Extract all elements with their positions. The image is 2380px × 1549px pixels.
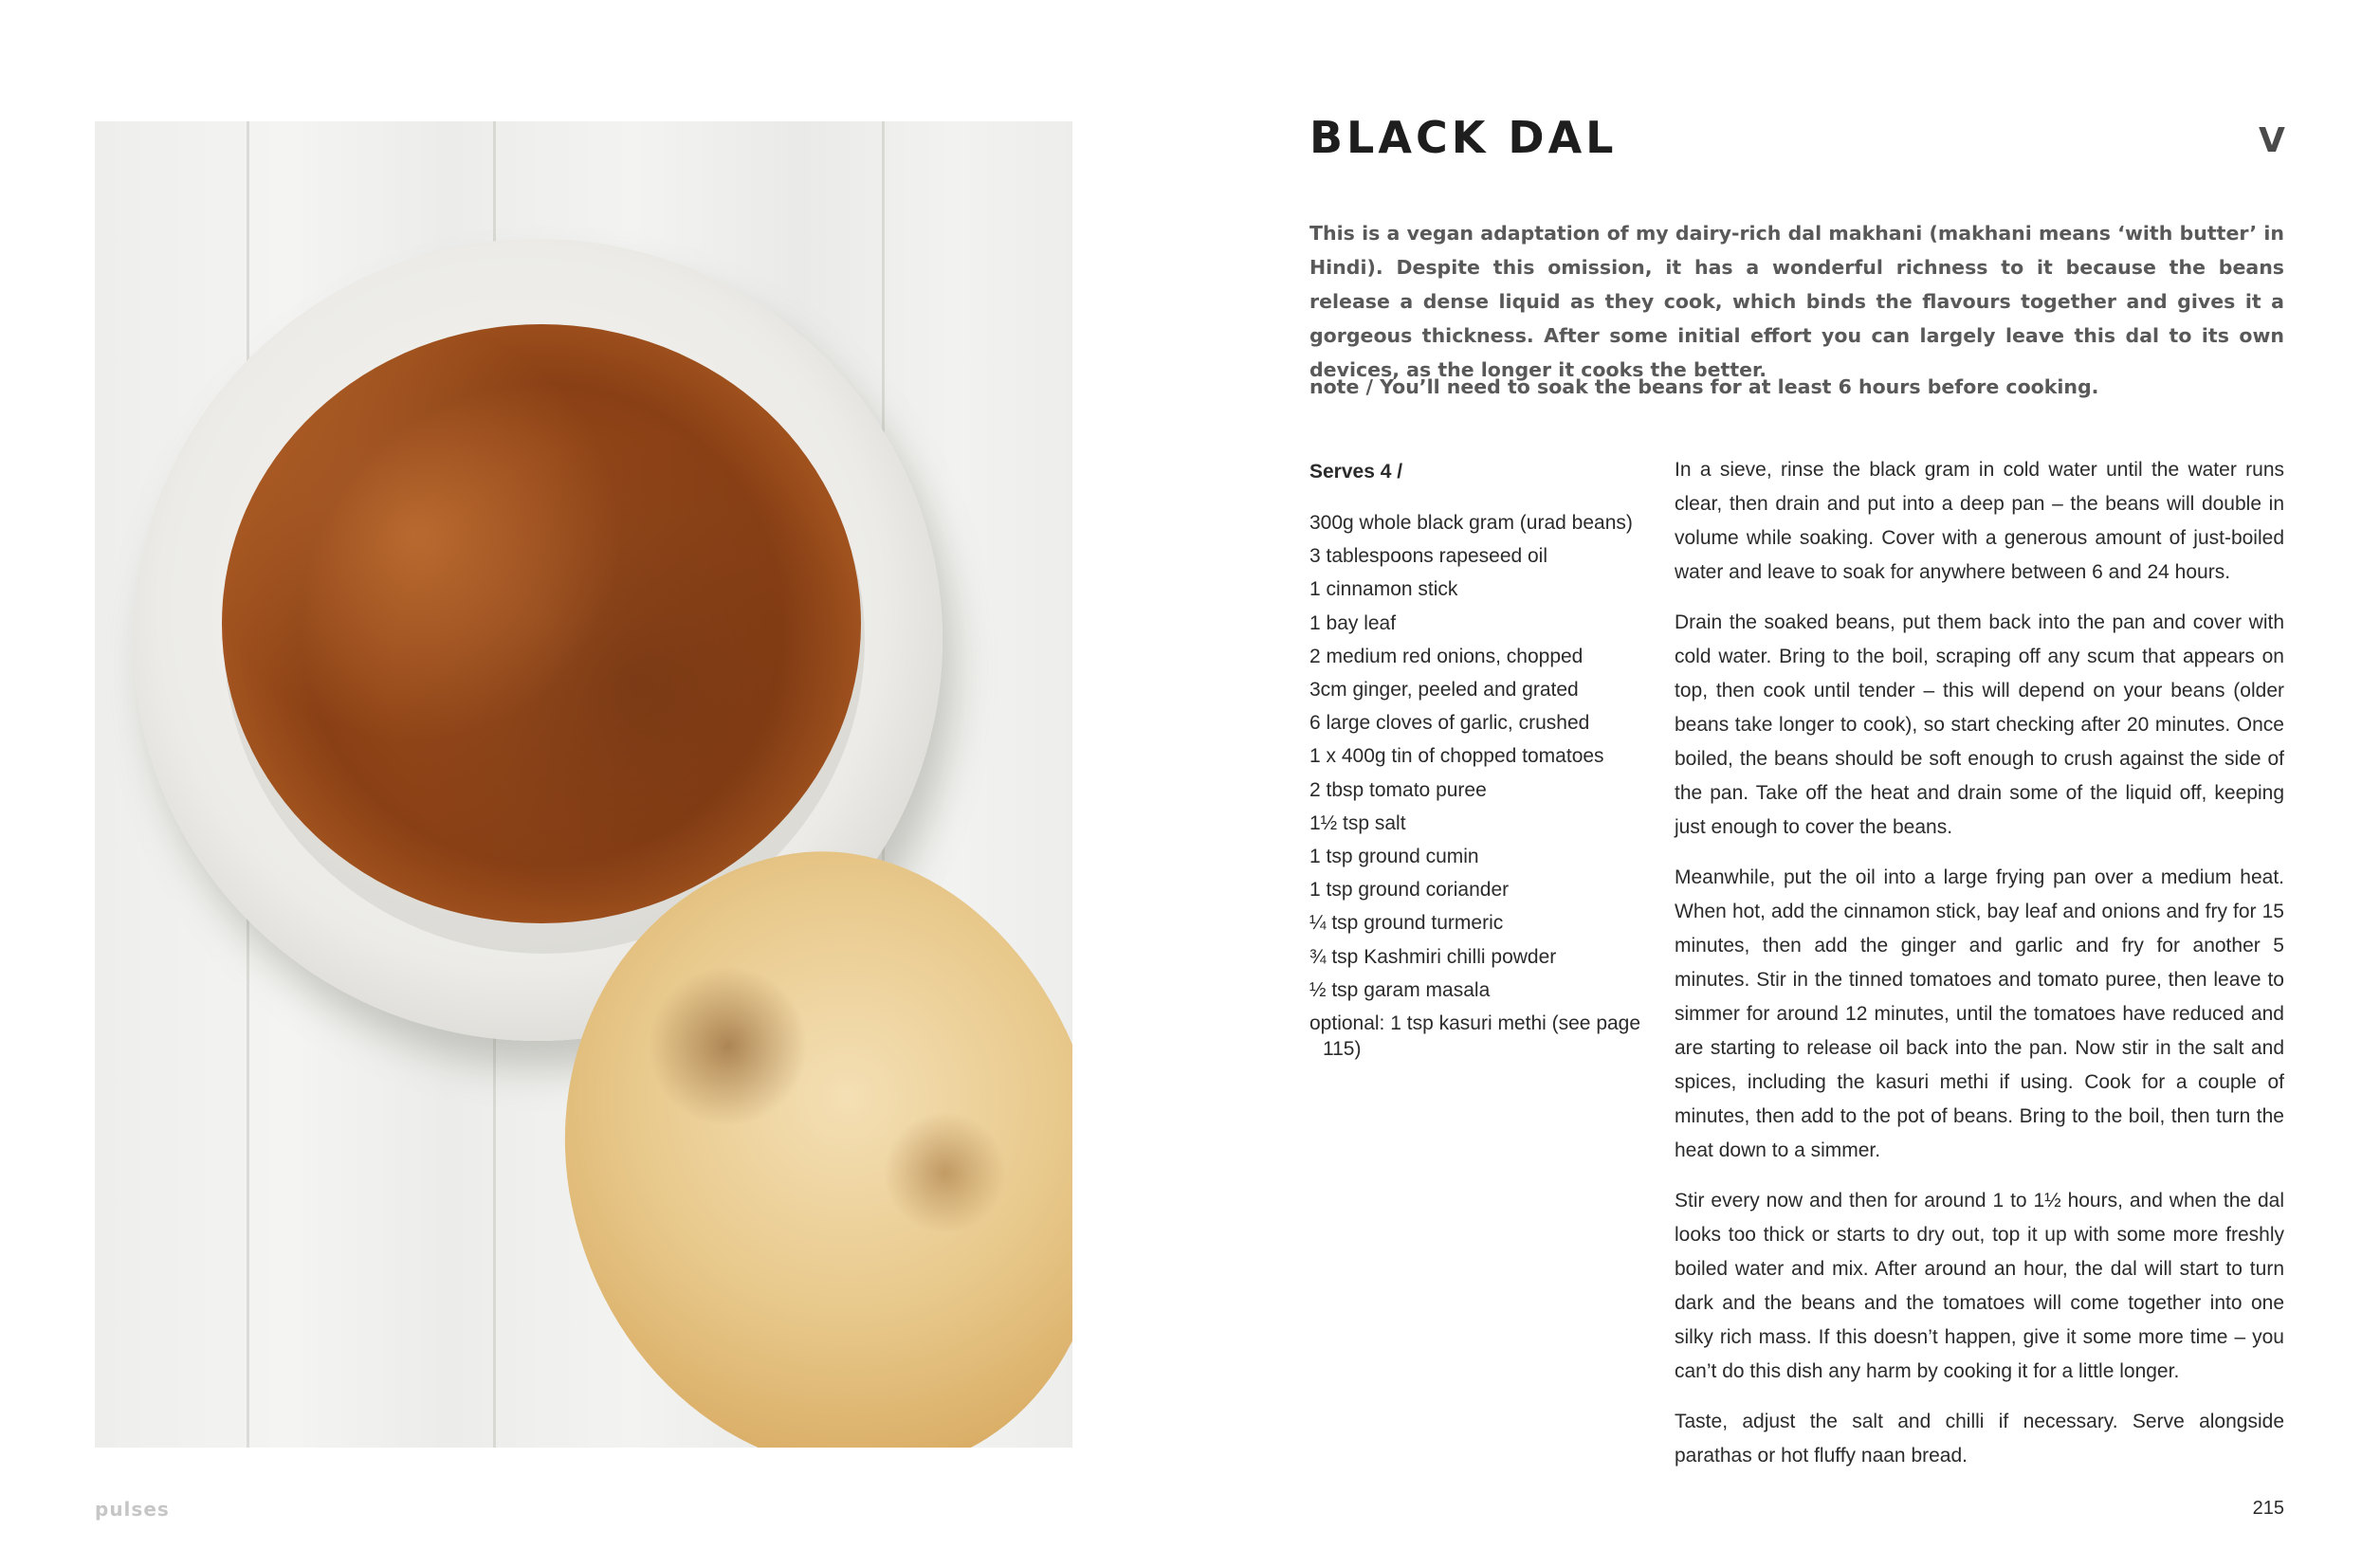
ingredient-item: 1 tsp ground coriander xyxy=(1309,879,1510,902)
method-step: In a sieve, rinse the black gram in cold water until the water runs clear, then drain and put into a deep pan – the beans will double in volume while soaking. Cover with a generous amount of just-boiled water and leave to soak for anywhere between 6 and 24 hours. xyxy=(1675,459,2284,583)
method-step: Meanwhile, put the oil into a large frying pan over a medium heat. When hot, add the cinnamon stick, bay leaf and onions and fry for 15 minutes, then add the ginger and garlic and fry for another 5 minutes. Stir in the tinned tomatoes and tomato puree, then leave to simmer for around 12 minutes, until the tomatoes have reduced and are starting to release oil back into the pan. Now stir in the salt and spices, including the kasuri methi if using. Cook for a couple of minutes, then add to the pot of beans. Bring to the boil, then turn the heat down to a simmer. xyxy=(1675,866,2284,1161)
ingredient-item: ¾ tsp Kashmiri chilli powder xyxy=(1309,945,1557,968)
ingredient-item: 6 large cloves of garlic, crushed xyxy=(1309,712,1590,735)
method-step: Stir every now and then for around 1 to 1½ hours, and when the dal looks too thick or starts to dry out, top it up with some more freshly boiled water and mix. After around an hour, the dal will start to turn dark and the beans and the tomatoes will come together into one silky rich mass. If this doesn’t happen, give it some more time – you can’t do this dish any harm by cooking it for a little longer. xyxy=(1675,1190,2284,1382)
ingredient-item: ½ tsp garam masala xyxy=(1309,978,1491,1001)
dal-curry xyxy=(222,324,861,923)
page-number: 215 xyxy=(2252,1498,2284,1519)
recipe-photo xyxy=(95,121,1072,1448)
ingredient-item: optional: 1 tsp kasuri methi (see page 115) xyxy=(1309,1012,1641,1061)
ingredient-item: 1 tsp ground cumin xyxy=(1309,846,1479,868)
recipe-title: BLACK DAL xyxy=(1309,112,1618,163)
ingredient-item: 1 bay leaf xyxy=(1309,611,1397,634)
ingredient-item: 3cm ginger, peeled and grated xyxy=(1309,679,1579,702)
ingredient-list xyxy=(1309,506,1651,1062)
ingredient-item: ¼ tsp ground turmeric xyxy=(1309,912,1504,935)
method-column xyxy=(1675,453,2284,1489)
ingredient-item: 2 tbsp tomato puree xyxy=(1309,778,1487,801)
ingredient-item: 1 x 400g tin of chopped tomatoes xyxy=(1309,745,1604,768)
vegan-badge: V xyxy=(2259,121,2285,160)
recipe-intro: This is a vegan adaptation of my dairy-rich dal makhani (makhani means ‘with butter’ in Hindi). Despite this omission, it has a wonderful richness to it because the beans release a dense liquid as they cook, which binds the flavours together and gives it a gorgeous thickness. After some initial effort you can largely leave this dal to its own devices, as the longer it cooks the better. xyxy=(1309,222,2284,381)
method-step: Drain the soaked beans, put them back into the pan and cover with cold water. Bring to the boil, scraping off any scum that appears on top, then cook until tender – this will depend on your beans (older beans take longer to cook), so start checking after 20 minutes. Once boiled, the beans should be soft enough to crush against the side of the pan. Take off the heat and drain some of the liquid off, keeping just enough to cover the beans. xyxy=(1675,611,2284,838)
ingredients-column xyxy=(1309,455,1651,1062)
serves-label: Serves 4 / xyxy=(1309,461,1403,483)
section-label: pulses xyxy=(95,1498,170,1521)
ingredient-item: 300g whole black gram (urad beans) xyxy=(1309,512,1633,534)
ingredient-item: 1 cinnamon stick xyxy=(1309,578,1458,601)
ingredient-item: 3 tablespoons rapeseed oil xyxy=(1309,545,1548,568)
ingredient-item: 1½ tsp salt xyxy=(1309,811,1406,834)
ingredient-item: 2 medium red onions, chopped xyxy=(1309,645,1584,667)
recipe-note: note / You’ll need to soak the beans for at least 6 hours before cooking. xyxy=(1309,375,2099,398)
method-step: Taste, adjust the salt and chilli if necessary. Serve alongside parathas or hot fluffy naan bread. xyxy=(1675,1411,2284,1467)
